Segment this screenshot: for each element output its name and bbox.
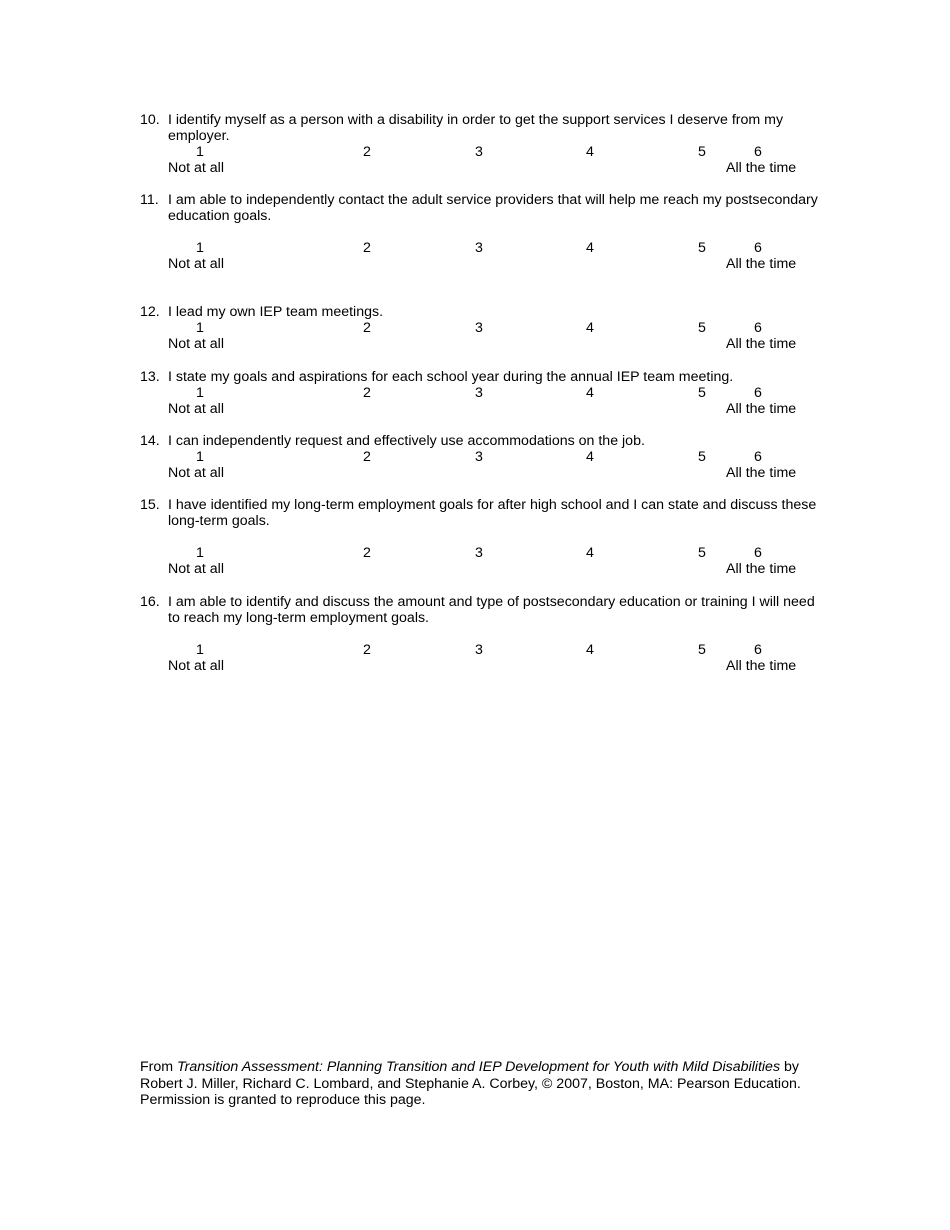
scale-point-2[interactable]: 2 <box>363 449 371 465</box>
scale-point-5[interactable]: 5 <box>698 320 706 336</box>
scale-point-6[interactable]: 6 <box>754 449 762 465</box>
scale-point-5[interactable]: 5 <box>698 449 706 465</box>
scale-high-label: All the time <box>726 256 797 272</box>
scale-high-label: All the time <box>726 401 797 417</box>
rating-scale <box>140 545 820 577</box>
scale-point-3[interactable]: 3 <box>475 385 483 401</box>
item-text: I lead my own IEP team meetings. <box>168 304 384 320</box>
scale-point-3[interactable]: 3 <box>475 449 483 465</box>
citation-footer <box>140 1059 820 1109</box>
scale-point-5[interactable]: 5 <box>698 642 706 658</box>
scale-point-6[interactable]: 6 <box>754 545 762 561</box>
scale-high-label: All the time <box>726 561 797 577</box>
scale-point-6[interactable]: 6 <box>754 144 762 160</box>
citation-title: Transition Assessment: Planning Transition and IEP Development for Youth with Mild Disabilities <box>177 1059 781 1075</box>
scale-point-1[interactable]: 1 <box>196 642 204 658</box>
scale-low-label: Not at all <box>168 256 224 272</box>
scale-point-4[interactable]: 4 <box>586 385 594 401</box>
scale-low-label: Not at all <box>168 658 224 674</box>
rating-scale <box>140 385 820 417</box>
scale-high-label: All the time <box>726 465 797 481</box>
scale-point-6[interactable]: 6 <box>754 642 762 658</box>
rating-scale <box>140 449 820 481</box>
citation-prefix: From <box>140 1059 178 1075</box>
scale-point-4[interactable]: 4 <box>586 144 594 160</box>
scale-low-label: Not at all <box>168 465 224 481</box>
scale-point-2[interactable]: 2 <box>363 144 371 160</box>
rating-scale <box>140 320 820 352</box>
item-number: 10. <box>140 112 160 128</box>
scale-low-label: Not at all <box>168 561 224 577</box>
scale-point-5[interactable]: 5 <box>698 385 706 401</box>
scale-low-label: Not at all <box>168 401 224 417</box>
item-text: I can independently request and effectively use accommodations on the job. <box>168 433 645 449</box>
scale-point-4[interactable]: 4 <box>586 240 594 256</box>
scale-point-1[interactable]: 1 <box>196 545 204 561</box>
item-number: 15. <box>140 497 160 513</box>
item-number: 11. <box>140 192 159 208</box>
scale-point-1[interactable]: 1 <box>196 144 204 160</box>
scale-point-4[interactable]: 4 <box>586 545 594 561</box>
scale-point-3[interactable]: 3 <box>475 545 483 561</box>
rating-scale <box>140 642 820 674</box>
scale-point-4[interactable]: 4 <box>586 449 594 465</box>
item-number: 16. <box>140 594 160 610</box>
scale-point-5[interactable]: 5 <box>698 240 706 256</box>
item-number: 12. <box>140 304 160 320</box>
scale-point-2[interactable]: 2 <box>363 545 371 561</box>
scale-point-2[interactable]: 2 <box>363 240 371 256</box>
scale-high-label: All the time <box>726 336 797 352</box>
scale-high-label: All the time <box>726 658 797 674</box>
item-text: I identify myself as a person with a disability in order to get the support services I deserve from my employer. <box>168 112 784 144</box>
scale-high-label: All the time <box>726 160 797 176</box>
scale-point-6[interactable]: 6 <box>754 320 762 336</box>
scale-low-label: Not at all <box>168 336 224 352</box>
item-text: I am able to independently contact the adult service providers that will help me reach my postsecondary education goals. <box>168 192 818 224</box>
scale-point-3[interactable]: 3 <box>475 642 483 658</box>
scale-point-6[interactable]: 6 <box>754 240 762 256</box>
scale-point-6[interactable]: 6 <box>754 385 762 401</box>
scale-point-2[interactable]: 2 <box>363 385 371 401</box>
item-text: I am able to identify and discuss the amount and type of postsecondary education or training I will need to reach my long-term employment goals. <box>168 594 815 626</box>
scale-low-label: Not at all <box>168 160 224 176</box>
item-text: I state my goals and aspirations for each school year during the annual IEP team meeting. <box>168 369 734 385</box>
scale-point-3[interactable]: 3 <box>475 320 483 336</box>
scale-point-2[interactable]: 2 <box>363 320 371 336</box>
scale-point-5[interactable]: 5 <box>698 545 706 561</box>
rating-scale <box>140 144 820 176</box>
scale-point-4[interactable]: 4 <box>586 320 594 336</box>
citation-suffix: by Robert J. Miller, Richard C. Lombard, and Stephanie A. Corbey, © 2007, Boston, MA: Pearson Education. Permission is granted to reproduce this page. <box>140 1059 801 1108</box>
item-number: 13. <box>140 369 160 385</box>
item-text: I have identified my long-term employment goals for after high school and I can state and discuss these long-term goals. <box>168 497 817 529</box>
scale-point-3[interactable]: 3 <box>475 144 483 160</box>
rating-scale <box>140 240 820 272</box>
scale-point-1[interactable]: 1 <box>196 449 204 465</box>
scale-point-2[interactable]: 2 <box>363 642 371 658</box>
scale-point-4[interactable]: 4 <box>586 642 594 658</box>
scale-point-5[interactable]: 5 <box>698 144 706 160</box>
scale-point-3[interactable]: 3 <box>475 240 483 256</box>
scale-point-1[interactable]: 1 <box>196 320 204 336</box>
scale-point-1[interactable]: 1 <box>196 240 204 256</box>
item-number: 14. <box>140 433 160 449</box>
scale-point-1[interactable]: 1 <box>196 385 204 401</box>
